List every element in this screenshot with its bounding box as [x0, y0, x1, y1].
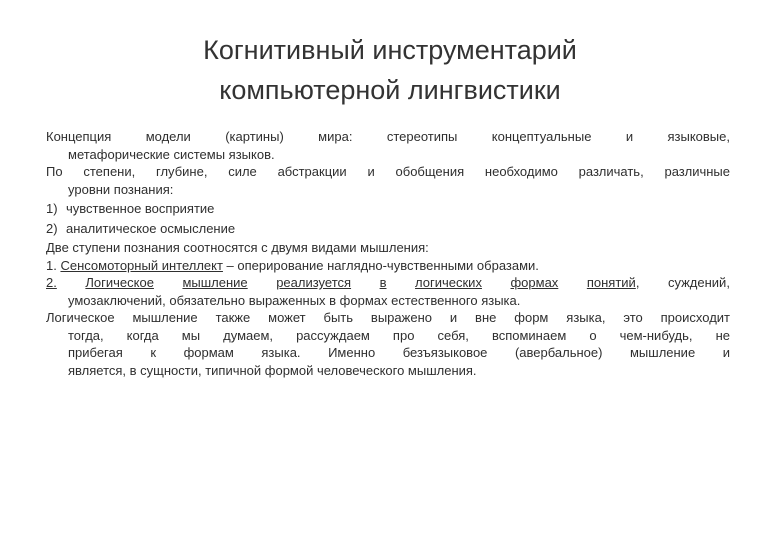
- item-2-number: 2.: [46, 275, 57, 290]
- numbered-item-2-line-1: [46, 274, 730, 292]
- list-item: [46, 200, 730, 218]
- title-line-2: компьютерной лингвистики: [219, 75, 561, 105]
- numbered-item-1: [46, 257, 730, 275]
- item-2-rest: , суждений,: [635, 275, 730, 290]
- item-2-word: реализуется: [276, 275, 352, 290]
- item-1-rest: – оперирование наглядно-чувственными образами.: [222, 257, 539, 273]
- paragraph-3: Две ступени познания соотносятся с двумя видами мышления:: [46, 240, 429, 255]
- item-2-word: Логическое: [85, 275, 154, 290]
- paragraph-1-line-2: метафорические системы языков.: [68, 146, 275, 162]
- list-text: аналитическое осмысление: [66, 220, 236, 236]
- item-2-word: мышление: [182, 275, 248, 290]
- slide-title: [0, 30, 780, 110]
- item-2-word: логических: [415, 275, 482, 290]
- paragraph-1-line-1: Концепция модели (картины) мира: стереотипы концептуальные и языковые,: [46, 129, 730, 144]
- item-1-number: 1.: [46, 257, 57, 273]
- paragraph-4-line-3: прибегая к формам языка. Именно безъязыковое (авербальное) мышление и: [68, 345, 730, 360]
- list-number: 2): [46, 220, 58, 236]
- item-1-term: Сенсомоторный интеллект: [60, 257, 223, 273]
- item-2-word: формах: [510, 275, 559, 290]
- list-text: чувственное восприятие: [66, 201, 215, 216]
- paragraph-4-line-2: тогда, когда мы думаем, рассуждаем про себя, вспоминаем о чем-нибудь, не: [68, 327, 730, 343]
- title-line-1: Когнитивный инструментарий: [203, 35, 577, 65]
- paragraph-4-line-1: Логическое мышление также может быть выражено и вне форм языка, это происходит: [46, 310, 730, 325]
- list-number: 1): [46, 201, 58, 216]
- item-2-word: в: [379, 275, 387, 290]
- numbered-item-2-line-2: умозаключений, обязательно выраженных в формах естественного языка.: [68, 292, 521, 308]
- slide-body: [46, 128, 730, 379]
- list-item: [46, 220, 730, 238]
- item-2-word: понятий: [586, 275, 636, 290]
- paragraph-2-line-1: По степени, глубине, силе абстракции и обобщения необходимо различать, различные: [46, 164, 730, 179]
- paragraph-2-line-2: уровни познания:: [68, 181, 174, 197]
- paragraph-4-line-4: является, в сущности, типичной формой человеческого мышления.: [68, 362, 477, 378]
